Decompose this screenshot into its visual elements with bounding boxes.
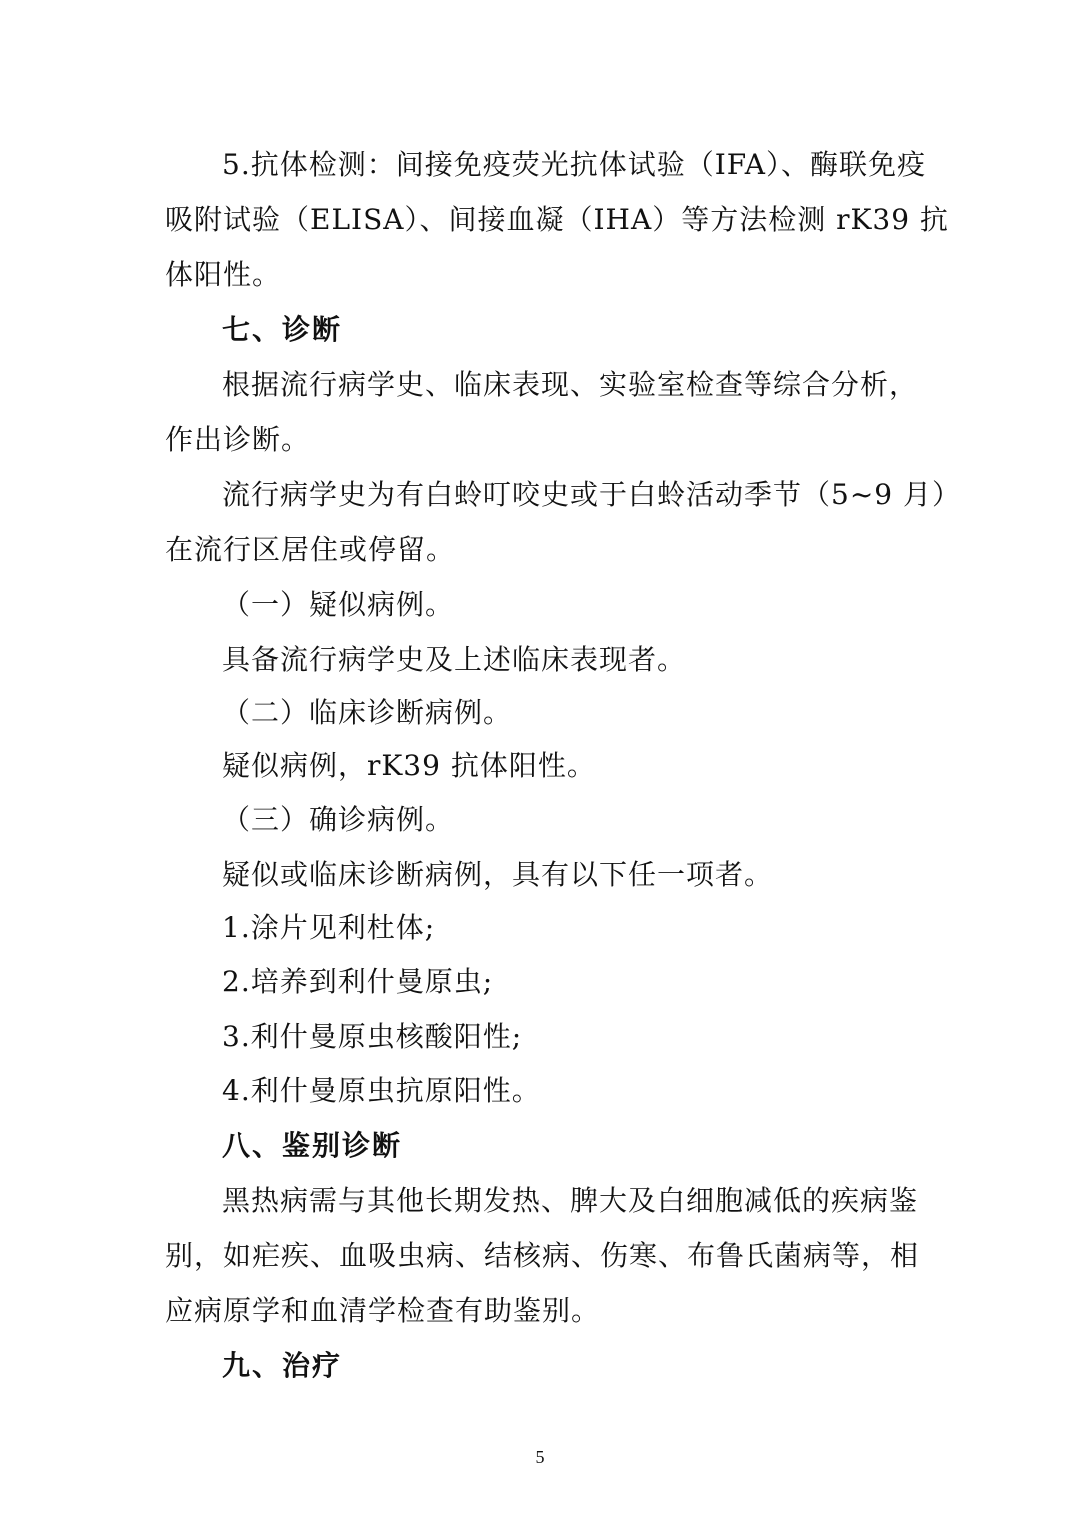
diagnosis-para-line-2: 作出诊断。 [165, 423, 311, 456]
page-number: 5 [535, 1447, 545, 1467]
epidemiology-line-2: 在流行区居住或停留。 [165, 533, 456, 566]
section-heading-treatment: 九、治疗 [222, 1349, 343, 1382]
section-heading-differential-diagnosis: 八、鉴别诊断 [222, 1129, 403, 1162]
list-item-3: 3.利什曼原虫核酸阳性; [222, 1020, 523, 1053]
subheading-suspected-case: （一）疑似病例。 [222, 588, 455, 621]
antibody-test-line-1: 5.抗体检测：间接免疫荧光抗体试验（IFA）、酶联免疫 [222, 148, 926, 181]
antibody-test-line-2: 吸附试验（ELISA）、间接血凝（IHA）等方法检测 rK39 抗 [165, 203, 949, 236]
diagnosis-para-line-1: 根据流行病学史、临床表现、实验室检查等综合分析， [222, 368, 919, 401]
confirmed-case-text: 疑似或临床诊断病例，具有以下任一项者。 [222, 858, 774, 891]
differential-line-1: 黑热病需与其他长期发热、脾大及白细胞减低的疾病鉴 [222, 1184, 919, 1217]
antibody-test-line-3: 体阳性。 [165, 258, 282, 291]
list-item-2: 2.培养到利什曼原虫; [222, 965, 494, 998]
differential-line-2: 别，如疟疾、血吸虫病、结核病、伤寒、布鲁氏菌病等，相 [165, 1239, 920, 1272]
clinical-case-text: 疑似病例，rK39 抗体阳性。 [222, 749, 596, 782]
subheading-clinical-case: （二）临床诊断病例。 [222, 696, 513, 729]
list-item-4: 4.利什曼原虫抗原阳性。 [222, 1074, 541, 1107]
epidemiology-line-1: 流行病学史为有白蛉叮咬史或于白蛉活动季节（5~9 月） [222, 478, 961, 511]
differential-line-3: 应病原学和血清学检查有助鉴别。 [165, 1294, 601, 1327]
list-item-1: 1.涂片见利杜体; [222, 911, 436, 944]
section-heading-diagnosis: 七、诊断 [222, 313, 343, 346]
subheading-confirmed-case: （三）确诊病例。 [222, 803, 455, 836]
suspected-case-text: 具备流行病学史及上述临床表现者。 [222, 643, 687, 676]
